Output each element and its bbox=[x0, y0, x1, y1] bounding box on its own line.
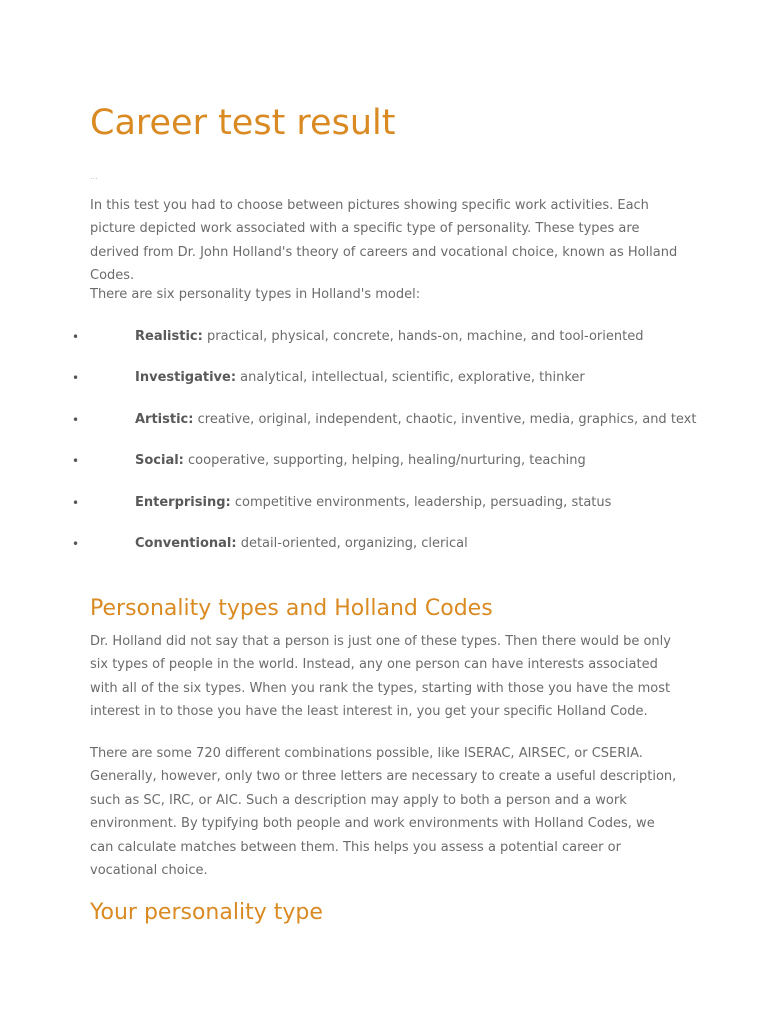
list-item-artistic bbox=[0, 409, 768, 450]
bullet-icon: • bbox=[72, 536, 80, 551]
list-item-social bbox=[0, 450, 768, 491]
personality-types-list bbox=[0, 326, 768, 574]
type-description: competitive environments, leadership, persuading, status bbox=[234, 494, 612, 510]
six-types-intro: There are six personality types in Holland's model: bbox=[90, 287, 421, 302]
bullet-icon: • bbox=[72, 412, 80, 427]
section-heading-your-type: Your personality type bbox=[90, 900, 323, 925]
type-name: Social: bbox=[135, 453, 184, 469]
type-entry bbox=[135, 492, 611, 514]
type-entry bbox=[135, 326, 643, 348]
type-description: analytical, intellectual, scientific, explorative, thinker bbox=[240, 370, 585, 386]
type-entry bbox=[135, 367, 585, 389]
divider-mark: ... bbox=[90, 172, 98, 181]
type-description: detail-oriented, organizing, clerical bbox=[240, 535, 468, 551]
section-heading-holland-codes: Personality types and Holland Codes bbox=[90, 596, 493, 621]
page-title: Career test result bbox=[90, 103, 396, 143]
combinations-paragraph: There are some 720 different combinations possible, like ISERAC, AIRSEC, or CSERIA. Generally, however, only two or three letters are necessary to create a useful description, such as SC, IRC, or AIC. Such a description may apply to both a person and a work environment. By typifying both people and work environments with Holland Codes, we can calculate matches between them. This helps you assess a potential career or vocational choice. bbox=[90, 746, 677, 879]
type-name: Artistic: bbox=[135, 411, 194, 427]
holland-codes-paragraph: Dr. Holland did not say that a person is just one of these types. Then there would be only six types of people in the world. Instead, any one person can have interests associated with all of the six types. When you rank the types, starting with those you have the most interest in to those you have the least interest in, you get your specific Holland Code. bbox=[90, 634, 671, 720]
type-name: Realistic: bbox=[135, 329, 203, 344]
type-entry bbox=[135, 533, 468, 555]
bullet-icon: • bbox=[72, 454, 80, 469]
type-entry bbox=[135, 450, 586, 472]
bullet-icon: • bbox=[72, 495, 80, 510]
list-item-investigative bbox=[0, 367, 768, 408]
bullet-icon: • bbox=[72, 371, 80, 386]
list-item-enterprising bbox=[0, 492, 768, 533]
list-item-conventional bbox=[0, 533, 768, 574]
type-name: Enterprising: bbox=[135, 494, 231, 510]
type-description: practical, physical, concrete, hands-on, machine, and tool-oriented bbox=[206, 329, 644, 344]
type-description: creative, original, independent, chaotic, inventive, media, graphics, and text bbox=[197, 411, 697, 427]
list-item-realistic bbox=[0, 326, 768, 367]
intro-paragraph: In this test you had to choose between pictures showing specific work activities. Each picture depicted work associated with a specific type of personality. These types are derived from Dr. John Holland's theory of careers and vocational choice, known as Holland Codes. bbox=[90, 198, 678, 284]
type-name: Conventional: bbox=[135, 535, 237, 551]
type-description: cooperative, supporting, helping, healing/nurturing, teaching bbox=[188, 453, 586, 469]
bullet-icon: • bbox=[72, 330, 80, 344]
type-name: Investigative: bbox=[135, 370, 237, 386]
type-entry bbox=[135, 409, 696, 431]
